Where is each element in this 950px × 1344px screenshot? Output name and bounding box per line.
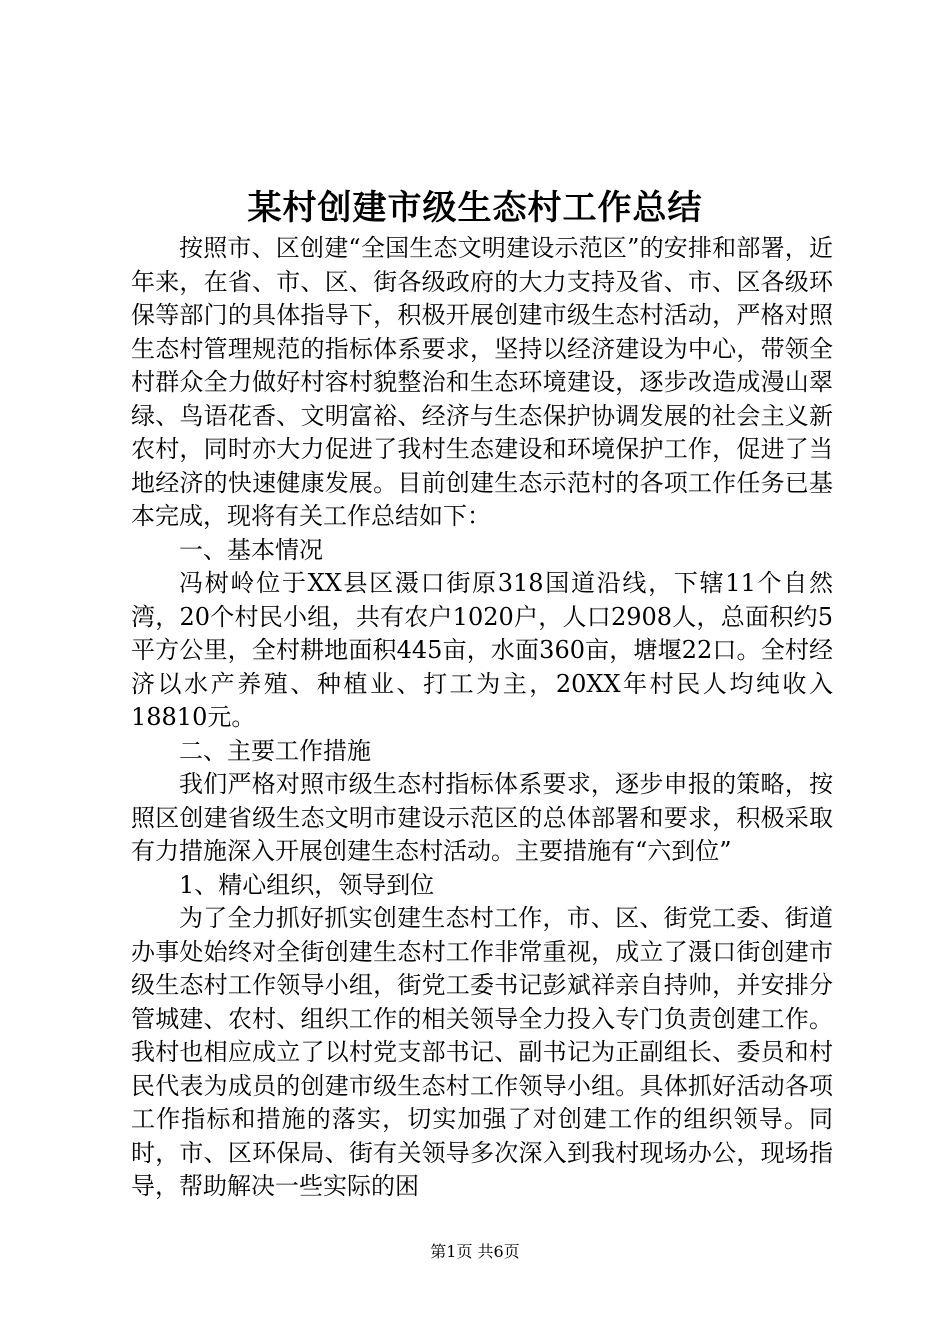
measures-paragraph: 我们严格对照市级生态村指标体系要求，逐步申报的策略，按照区创建省级生态文明市建设示范区的总体部署和要求，积极采取有力措施深入开展创建生态村活动。主要措施有“六到位” (131, 770, 833, 865)
section-heading-basic: 一、基本情况 (179, 535, 323, 564)
basic-info-paragraph: 冯树岭位于XX县区滠口街原318国道沿线，下辖11个自然湾，20个村民小组，共有农户1020户，人口2908人，总面积约5平方公里，全村耕地面积445亩，水面360亩，塘堰22口。全村经济以水产养殖、种植业、打工为主，20XX年村民人均纯收入18810元。 (131, 569, 833, 731)
page-number: 第1页 共6页 (430, 1242, 520, 1261)
section-heading-measures: 二、主要工作措施 (179, 736, 371, 765)
organization-paragraph: 为了全力抓好抓实创建生态村工作，市、区、街党工委、街道办事处始终对全街创建生态村工作非常重视，成立了滠口街创建市级生态村工作领导小组，街党工委书记彭斌祥亲自持帅，并安排分管城建、农村、组织工作的相关领导全力投入专门负责创建工作。我村也相应成立了以村党支部书记、副书记为正副组长、委员和村民代表为成员的创建市级生态村工作领导小组。具体抓好活动各项工作指标和措施的落实，切实加强了对创建工作的组织领导。同时，市、区环保局、街有关领导多次深入到我村现场办公，现场指导，帮助解决一些实际的困 (131, 904, 833, 1200)
intro-paragraph: 按照市、区创建“全国生态文明建设示范区”的安排和部署，近年来，在省、市、区、街各级政府的大力支持及省、市、区各级环保等部门的具体指导下，积极开展创建市级生态村活动，严格对照生态村管理规范的指标体系要求，坚持以经济建设为中心，带领全村群众全力做好村容村貌整治和生态环境建设，逐步改造成漫山翠绿、鸟语花香、文明富裕、经济与生态保护协调发展的社会主义新农村，同时亦大力促进了我村生态建设和环境保护工作，促进了当地经济的快速健康发展。目前创建生态示范村的各项工作任务已基本完成，现将有关工作总结如下： (131, 234, 833, 530)
document-title: 某村创建市级生态村工作总结 (247, 188, 703, 228)
subsection-heading-organization: 1、精心组织，领导到位 (179, 870, 435, 899)
document-body (131, 232, 833, 1204)
